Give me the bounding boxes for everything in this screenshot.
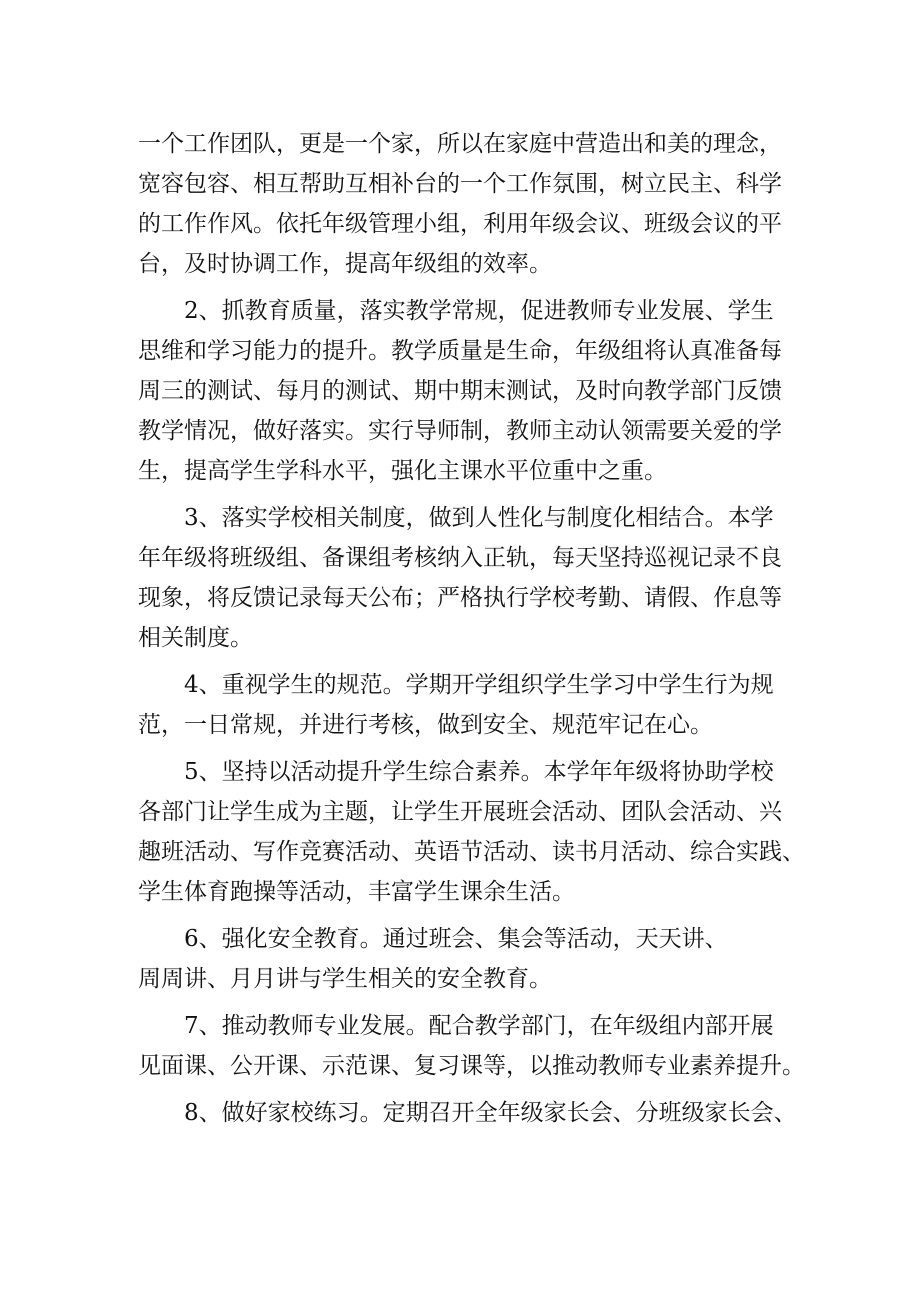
text-line: 5、坚持以活动提升学生综合素养。本学年年级将协助学校 — [184, 759, 774, 785]
text-line: 学生体育跑操等活动，丰富学生课余生活。 — [138, 879, 575, 905]
paragraph-teaching-quality — [138, 291, 798, 491]
text-line: 见面课、公开课、示范课、复习课等，以推动教师专业素养提升。 — [138, 1053, 805, 1079]
text-line: 宽容包容、相互帮助互相补台的一个工作氛围，树立民主、科学 — [138, 171, 782, 197]
text-line: 周周讲、月月讲与学生相关的安全教育。 — [138, 966, 552, 992]
text-line: 周三的测试、每月的测试、期中期末测试，及时向教学部门反馈 — [138, 378, 782, 404]
text-line: 生，提高学生学科水平，强化主课水平位重中之重。 — [138, 458, 667, 484]
text-line: 的工作作风。依托年级管理小组，利用年级会议、班级会议的平 — [138, 211, 782, 237]
text-line: 一个工作团队，更是一个家，所以在家庭中营造出和美的理念， — [138, 131, 782, 157]
text-line: 6、强化安全教育。通过班会、集会等活动，天天讲、 — [184, 926, 728, 952]
paragraph-teacher-development — [138, 1006, 805, 1086]
text-line: 4、重视学生的规范。学期开学组织学生学习中学生行为规 — [184, 672, 774, 698]
text-line: 2、抓教育质量，落实教学常规，促进教师专业发展、学生 — [184, 298, 774, 324]
text-line: 范，一日常规，并进行考核，做到安全、规范牢记在心。 — [138, 712, 713, 738]
text-line: 8、做好家校练习。定期召开全年级家长会、分班级家长会、 — [184, 1100, 797, 1126]
text-line: 3、落实学校相关制度，做到人性化与制度化相结合。本学 — [184, 505, 774, 531]
paragraph-activities — [138, 752, 805, 912]
paragraph-home-school — [138, 1093, 798, 1133]
text-line: 教学情况，做好落实。实行导师制，教师主动认领需要关爱的学 — [138, 418, 782, 444]
text-line: 7、推动教师专业发展。配合教学部门，在年级组内部开展 — [184, 1013, 774, 1039]
paragraph-school-rules — [138, 498, 798, 658]
text-line: 年年级将班级组、备课组考核纳入正轨，每天坚持巡视记录不良 — [138, 545, 782, 571]
paragraph-team-atmosphere — [138, 124, 798, 284]
paragraph-safety-education — [138, 919, 798, 999]
text-line: 现象，将反馈记录每天公布；严格执行学校考勤、请假、作息等 — [138, 585, 782, 611]
text-line: 台，及时协调工作，提高年级组的效率。 — [138, 251, 552, 277]
text-line: 趣班活动、写作竞赛活动、英语节活动、读书月活动、综合实践、 — [138, 839, 805, 865]
text-line: 相关制度。 — [138, 625, 253, 651]
text-line: 思维和学习能力的提升。教学质量是生命，年级组将认真准备每 — [138, 338, 782, 364]
text-line: 各部门让学生成为主题，让学生开展班会活动、团队会活动、兴 — [138, 799, 782, 825]
paragraph-student-norms — [138, 665, 798, 745]
document-body — [138, 124, 805, 1140]
